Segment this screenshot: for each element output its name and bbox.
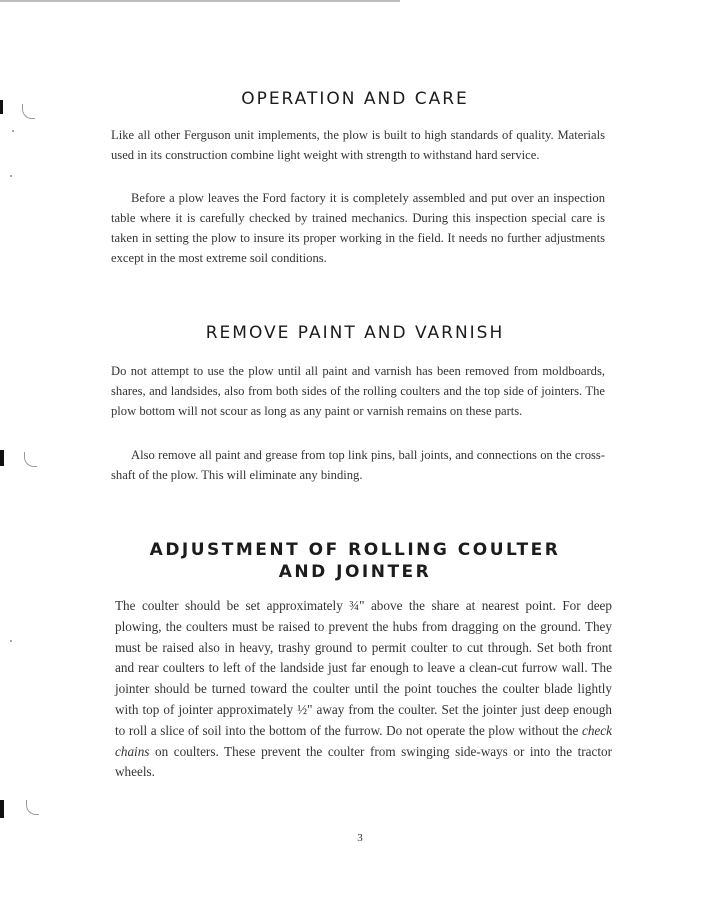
- paragraph: [115, 596, 612, 783]
- scan-speck: [12, 130, 14, 132]
- binding-curl: [24, 452, 37, 467]
- emphasis-text: check chains: [115, 722, 612, 759]
- heading-line: ADJUSTMENT OF ROLLING COULTER: [149, 540, 561, 560]
- section-heading-adjustment: [100, 539, 610, 583]
- paragraph: Like all other Ferguson unit implements, the plow is built to high standards of quality. Materials used in its construction combine light weight with strength to withstand hard service.: [111, 128, 605, 162]
- binding-curl: [22, 104, 35, 119]
- paragraph: Do not attempt to use the plow until all paint and varnish has been removed from moldboards, shares, and landsides, also from both sides of the rolling coulters and the top side of jointers. The plow bottom will not scour as long as any paint or varnish remains on these parts.: [111, 364, 605, 418]
- binding-curl: [26, 800, 39, 815]
- paragraph-text: on coulters. These prevent the coulter from swinging side-ways or into the tractor wheels.: [115, 743, 612, 780]
- paragraph: Before a plow leaves the Ford factory it is completely assembled and put over an inspection table where it is carefully checked by trained mechanics. During this inspection special care is taken in setting the plow to insure its proper working in the field. It needs no further adjustments except in the most extreme soil conditions.: [111, 191, 605, 265]
- binding-mark: [0, 450, 4, 466]
- scan-speck: [10, 175, 12, 177]
- scan-speck: [10, 640, 12, 642]
- heading-line: AND JOINTER: [278, 562, 432, 582]
- binding-mark: [0, 100, 3, 114]
- paragraph: Also remove all paint and grease from top link pins, ball joints, and connections on the cross-shaft of the plow. This will eliminate any binding.: [111, 448, 605, 482]
- paragraph-text: The coulter should be set approximately ¾" above the share at nearest point. For deep plowing, the coulters must be raised to prevent the hubs from dragging on the ground. They must be raised also in heavy, trashy ground to permit coulter to cut through. Set both front and rear coulters to left of the landside just far enough to leave a clean-cut furrow wall. The jointer should be turned toward the coulter until the point touches the coulter blade lightly with top of jointer approximately ½" away from the coulter. Set the jointer just deep enough to roll a slice of soil into the bottom of the furrow. Do not operate the plow without the: [115, 598, 612, 738]
- binding-mark: [0, 800, 4, 818]
- section-heading-remove-paint: REMOVE PAINT AND VARNISH: [205, 323, 505, 343]
- page-number: 3: [357, 832, 363, 844]
- section-heading-operation-and-care: OPERATION AND CARE: [241, 89, 469, 109]
- scan-top-edge: [0, 0, 400, 2]
